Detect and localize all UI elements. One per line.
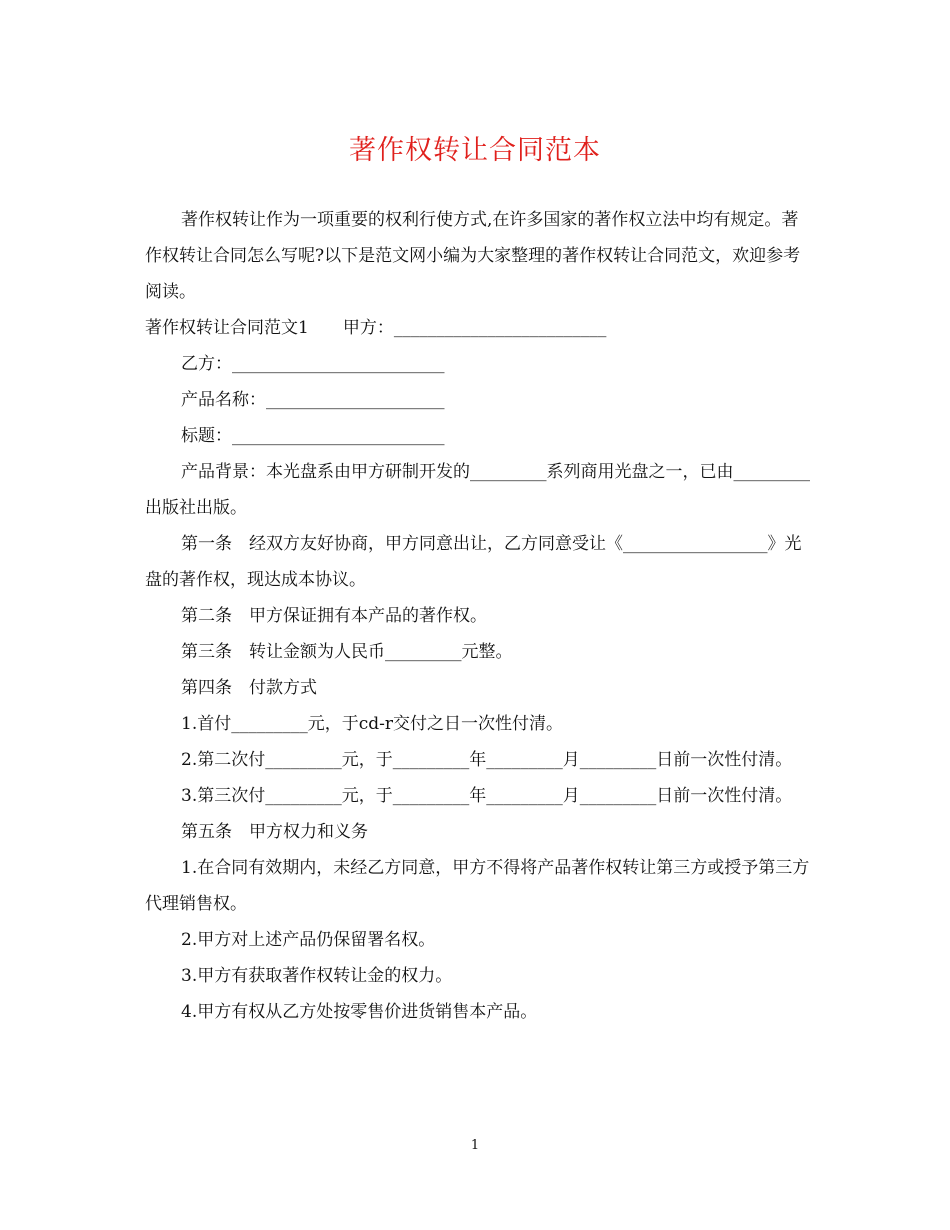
paragraph-product-background: 产品背景：本光盘系由甲方研制开发的_________系列商用光盘之一，已由_________出版社出版。: [145, 462, 810, 518]
paragraph-payment-3: 3.第三次付_________元，于_________年_________月_________日前一次性付清。: [181, 786, 793, 806]
paragraph-intro: 著作权转让作为一项重要的权利行使方式,在许多国家的著作权立法中均有规定。著作权转让合同怎么写呢?以下是范文网小编为大家整理的著作权转让合同范文，欢迎参考阅读。: [145, 210, 801, 302]
paragraph-product-name: 产品名称：_____________________: [181, 390, 445, 410]
paragraph-duty-3: 3.甲方有获取著作权转让金的权力。: [181, 966, 453, 986]
page-number: 1: [470, 1138, 480, 1153]
paragraph-article-4: 第四条 付款方式: [181, 678, 317, 698]
paragraph-party-a: 著作权转让合同范文1 甲方：_________________________: [145, 318, 607, 338]
paragraph-duty-1: 1.在合同有效期内，未经乙方同意，甲方不得将产品著作权转让第三方或授予第三方代理销售权。: [145, 858, 810, 914]
document-body: [145, 202, 815, 1030]
paragraph-product-title: 标题：_________________________: [181, 426, 445, 446]
paragraph-duty-4: 4.甲方有权从乙方处按零售价进货销售本产品。: [181, 1002, 538, 1022]
paragraph-payment-2: 2.第二次付_________元，于_________年_________月_________日前一次性付清。: [181, 750, 793, 770]
paragraph-payment-1: 1.首付_________元，于cd-r交付之日一次性付清。: [181, 714, 563, 734]
paragraph-duty-2: 2.甲方对上述产品仍保留署名权。: [181, 930, 436, 950]
paragraph-article-1: 第一条 经双方友好协商，甲方同意出让，乙方同意受让《_________________》光盘的著作权，现达成本协议。: [145, 534, 802, 590]
paragraph-article-2: 第二条 甲方保证拥有本产品的著作权。: [181, 606, 487, 626]
paragraph-article-5: 第五条 甲方权力和义务: [181, 822, 368, 842]
paragraph-article-3: 第三条 转让金额为人民币_________元整。: [181, 642, 513, 662]
document-title: 著作权转让合同范本: [349, 135, 601, 166]
paragraph-party-b: 乙方：_________________________: [181, 354, 445, 374]
